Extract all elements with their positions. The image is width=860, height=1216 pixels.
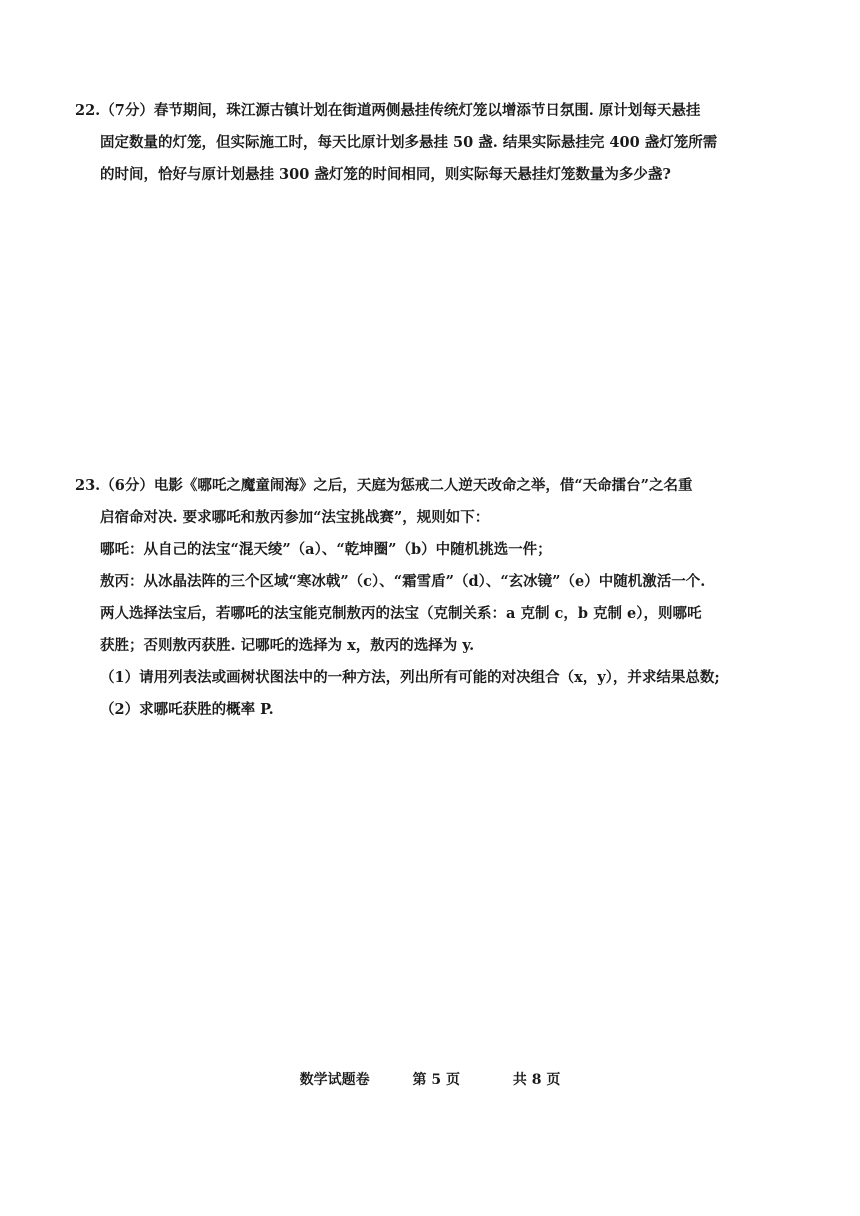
question-23-aobing-rule: 敖丙：从冰晶法阵的三个区域“寒冰戟”（c）、“霜雪盾”（d）、“玄冰镜”（e）中随机激活一个. — [100, 573, 706, 590]
question-23-part-1: （1）请用列表法或画树状图法中的一种方法，列出所有可能的对决组合（x，y），并求结果总数; — [100, 669, 720, 686]
question-22-line-1: 22.（7分）春节期间，珠江源古镇计划在街道两侧悬挂传统灯笼以增添节日氛围. 原计划每天悬挂 — [75, 102, 701, 119]
question-23-line-2: 启宿命对决. 要求哪吒和敖丙参加“法宝挑战赛”，规则如下： — [100, 509, 490, 526]
question-23-nezha-rule: 哪吒：从自己的法宝“混天绫”（a）、“乾坤圈”（b）中随机挑选一件； — [100, 541, 552, 558]
question-23 — [75, 470, 795, 726]
question-22-line-2: 固定数量的灯笼，但实际施工时，每天比原计划多悬挂 50 盏. 结果实际悬挂完 400 盏灯笼所需 — [100, 134, 718, 151]
question-22-line-3: 的时间，恰好与原计划悬挂 300 盏灯笼的时间相同，则实际每天悬挂灯笼数量为多少盏? — [100, 166, 671, 183]
question-22 — [75, 95, 795, 191]
question-23-win-condition-cont: 获胜；否则敖丙获胜. 记哪吒的选择为 x，敖丙的选择为 y. — [100, 637, 475, 654]
question-23-part-2: （2）求哪吒获胜的概率 P. — [100, 701, 274, 718]
page-footer — [0, 1069, 860, 1089]
footer-total-pages: 共 8 页 — [512, 1072, 561, 1088]
question-23-line-1: 23.（6分）电影《哪吒之魔童闹海》之后，天庭为惩戒二人逆天改命之举，借“天命擂台”之名重 — [75, 477, 693, 494]
question-23-win-condition: 两人选择法宝后，若哪吒的法宝能克制敖丙的法宝（克制关系：a 克制 c，b 克制 e），则哪吒 — [100, 605, 702, 622]
footer-page-number: 第 5 页 — [412, 1072, 460, 1088]
footer-title: 数学试题卷 — [299, 1072, 370, 1088]
